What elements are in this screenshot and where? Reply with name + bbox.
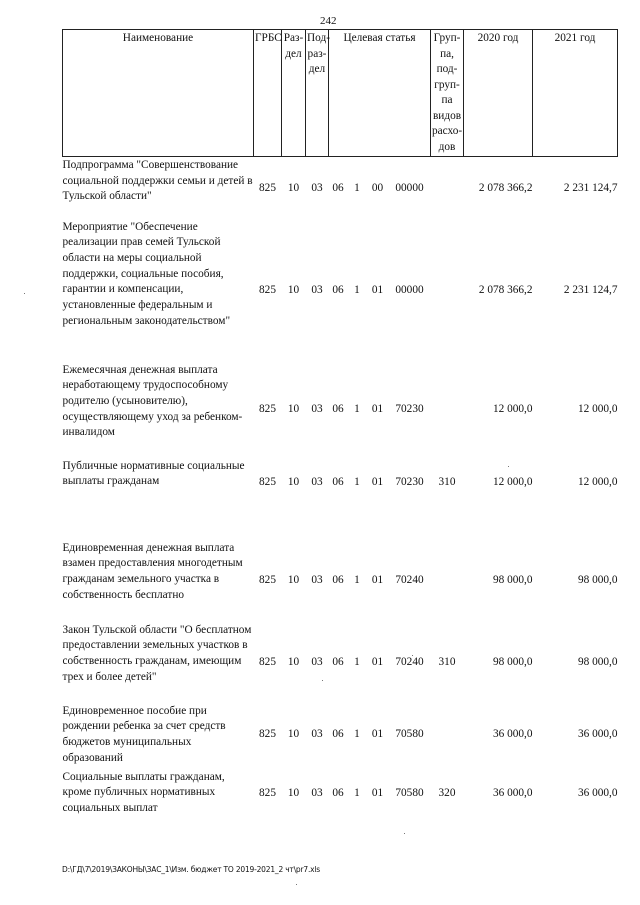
row-target-subprogram: 1	[354, 402, 360, 415]
scan-speck	[24, 293, 25, 294]
row-target-event: 01	[371, 475, 384, 488]
row-target-program: 06	[332, 655, 344, 668]
header-razdel: Раз-дел	[282, 30, 306, 157]
row-target-program: 06	[332, 283, 344, 296]
row-target-direction: 70240	[395, 655, 424, 668]
row-podrazdel: 03	[311, 655, 323, 668]
row-target-direction: 00000	[395, 283, 424, 296]
row-razdel: 10	[287, 402, 300, 415]
row-razdel: 10	[287, 283, 300, 296]
row-grbs: 825	[259, 182, 276, 194]
row-expense-group: 310	[438, 655, 456, 668]
row-target-event: 01	[371, 283, 384, 296]
row-expense-group	[431, 363, 464, 459]
row-grbs: 825	[259, 402, 276, 415]
row-target-event: 01	[371, 573, 384, 586]
row-target-direction: 00000	[395, 182, 424, 194]
row-razdel: 10	[287, 475, 300, 488]
row-grbs: 825	[259, 475, 276, 488]
header-year-2021: 2021 год	[533, 30, 618, 157]
page-number: 242	[320, 15, 337, 27]
table-row	[63, 704, 618, 770]
row-target-direction: 70580	[395, 727, 424, 740]
row-podrazdel: 03	[311, 573, 323, 586]
row-expense-group	[431, 157, 464, 220]
row-podrazdel: 03	[311, 283, 323, 296]
row-amount-2021: 2 231 124,7	[563, 283, 618, 296]
row-name: Единовременное пособие при рождении ребенка за счет средств бюджетов муниципальных образований	[62, 704, 226, 764]
table-row	[63, 541, 618, 623]
file-path-footer: D:\ГД\7\2019\ЗАКОНЫ\ЗАС_1\Изм. бюджет ТО 2019-2021_2 чт\pr7.xls	[62, 865, 320, 874]
table-row	[63, 363, 618, 459]
row-podrazdel: 03	[311, 727, 323, 740]
row-razdel: 10	[287, 182, 300, 194]
row-razdel: 10	[287, 655, 300, 668]
row-target-program: 06	[332, 727, 344, 740]
row-grbs: 825	[259, 573, 276, 586]
table-row	[63, 157, 618, 220]
row-amount-2021: 12 000,0	[577, 475, 618, 488]
row-amount-2020: 98 000,0	[492, 573, 533, 586]
header-name: Наименование	[63, 30, 254, 157]
row-podrazdel: 03	[311, 475, 323, 488]
row-amount-2021: 12 000,0	[577, 402, 618, 415]
row-target-subprogram: 1	[354, 727, 360, 740]
row-name: Мероприятие "Обеспечение реализации прав семей Тульской области на меры социальной поддержки, социальные пособия, гарантии и компенсации, установленные федеральным и региональным законодательством"	[62, 220, 231, 327]
row-grbs: 825	[259, 283, 276, 296]
row-podrazdel: 03	[311, 786, 323, 799]
row-grbs: 825	[259, 655, 276, 668]
table-row	[63, 459, 618, 541]
row-amount-2020: 12 000,0	[492, 402, 533, 415]
row-target-event: 00	[371, 182, 384, 194]
row-amount-2020: 98 000,0	[492, 655, 533, 668]
row-amount-2021: 2 231 124,7	[563, 182, 618, 194]
row-target-direction: 70230	[395, 475, 424, 488]
row-razdel: 10	[287, 573, 300, 586]
header-grbs: ГРБС	[254, 30, 282, 157]
row-grbs: 825	[259, 786, 276, 799]
row-target-event: 01	[371, 786, 384, 799]
row-target-direction: 70240	[395, 573, 424, 586]
row-target-direction: 70230	[395, 402, 424, 415]
row-amount-2020: 36 000,0	[492, 786, 533, 799]
row-name: Ежемесячная денежная выплата неработающему трудоспособному родителю (усыновителю), осуществляющему уход за ребенком-инвалидом	[62, 363, 243, 439]
row-target-subprogram: 1	[354, 573, 360, 586]
row-target-event: 01	[371, 402, 384, 415]
row-razdel: 10	[287, 786, 300, 799]
row-target-direction: 70580	[395, 786, 424, 799]
row-target-event: 01	[371, 655, 384, 668]
scan-speck	[508, 466, 509, 467]
row-target-subprogram: 1	[354, 182, 360, 194]
row-amount-2020: 2 078 366,2	[478, 283, 533, 296]
row-name: Социальные выплаты гражданам, кроме публичных нормативных социальных выплат	[62, 770, 225, 814]
table-row	[63, 770, 618, 822]
row-podrazdel: 03	[311, 182, 323, 194]
table-row	[63, 623, 618, 704]
row-name: Закон Тульской области "О бесплатном предоставлении земельных участков в собственность гражданам, имеющим трех и более детей"	[62, 623, 252, 683]
row-target-program: 06	[332, 182, 344, 194]
header-row	[63, 30, 618, 157]
row-amount-2020: 2 078 366,2	[478, 182, 533, 194]
row-target-program: 06	[332, 402, 344, 415]
row-expense-group	[431, 541, 464, 623]
header-year-2020: 2020 год	[464, 30, 533, 157]
row-target-program: 06	[332, 573, 344, 586]
row-grbs: 825	[259, 727, 276, 740]
row-name: Подпрограмма "Совершенствование социальной поддержки семьи и детей в Тульской области"	[62, 159, 253, 203]
row-expense-group	[431, 220, 464, 363]
row-expense-group	[431, 704, 464, 770]
row-razdel: 10	[287, 727, 300, 740]
row-expense-group: 310	[438, 475, 456, 488]
header-expense-group: Груп-па, под-груп-па видов расхо-дов	[431, 30, 464, 157]
row-target-program: 06	[332, 475, 344, 488]
row-target-subprogram: 1	[354, 475, 360, 488]
row-amount-2020: 12 000,0	[492, 475, 533, 488]
row-target-subprogram: 1	[354, 655, 360, 668]
row-amount-2020: 36 000,0	[492, 727, 533, 740]
row-target-event: 01	[371, 727, 384, 740]
header-podrazdel: Под-раз-дел	[306, 30, 329, 157]
row-amount-2021: 36 000,0	[577, 727, 618, 740]
row-target-subprogram: 1	[354, 786, 360, 799]
row-amount-2021: 36 000,0	[577, 786, 618, 799]
header-target-article: Целевая статья	[329, 30, 431, 157]
scan-speck	[412, 655, 413, 656]
row-target-subprogram: 1	[354, 283, 360, 296]
row-podrazdel: 03	[311, 402, 323, 415]
row-expense-group: 320	[438, 786, 456, 799]
row-target-program: 06	[332, 786, 344, 799]
row-name: Единовременная денежная выплата взамен предоставления многодетным гражданам земельного участка в собственность бесплатно	[62, 541, 243, 601]
budget-table	[62, 29, 618, 822]
row-name: Публичные нормативные социальные выплаты гражданам	[62, 459, 245, 488]
table-row	[63, 220, 618, 363]
scan-speck	[322, 680, 323, 681]
scan-speck	[296, 884, 297, 885]
scan-speck	[404, 833, 405, 834]
row-amount-2021: 98 000,0	[577, 573, 618, 586]
row-amount-2021: 98 000,0	[577, 655, 618, 668]
